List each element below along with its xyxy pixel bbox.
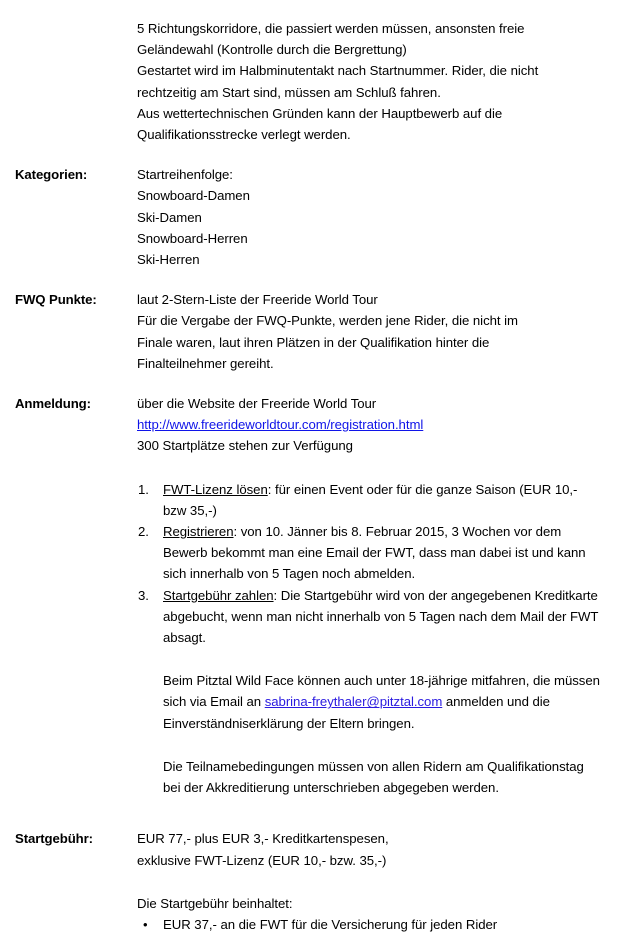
- step-text: : für einen Event oder für die ganze Saison (EUR 10,- bzw 35,-): [163, 481, 578, 518]
- step-text: : von 10. Jänner bis 8. Februar 2015, 3 Wochen vor dem Bewerb bekommt man eine Email der FWT, dass man dabei ist und kann sich innerhalb von 5 Tagen noch abmelden.: [163, 524, 586, 582]
- intro-line: Geländewahl (Kontrolle durch die Bergrettung): [137, 42, 407, 58]
- fwq-punkte-line: Für die Vergabe der FWQ-Punkte, werden jene Rider, die nicht im: [137, 313, 518, 329]
- anmeldung-label: Anmeldung:: [15, 396, 91, 412]
- kategorien-section: [0, 164, 632, 270]
- bullet-icon: •: [143, 916, 148, 932]
- fwq-punkte-line: Finale waren, laut ihren Plätzen in der Qualifikation hinter die: [137, 334, 490, 350]
- minors-note-after-email: anmelden und die Einverständniserklärung der Eltern bringen.: [163, 694, 550, 731]
- anmeldung-intro-line: über die Website der Freeride World Tour: [137, 396, 377, 412]
- step-heading: FWT-Lizenz lösen: [163, 481, 268, 497]
- anmeldung-slots-line: 300 Startplätze stehen zur Verfügung: [137, 438, 353, 454]
- intro-line: rechtzeitig am Start sind, müssen am Schluß fahren.: [137, 84, 441, 100]
- list-marker: 2.: [138, 524, 149, 540]
- intro-section: [0, 18, 632, 145]
- list-item: [137, 479, 618, 521]
- section-gap: [0, 374, 632, 393]
- paragraph-gap: [137, 734, 618, 756]
- paragraph-gap: [137, 457, 618, 479]
- list-item: [137, 585, 618, 649]
- startgebuehr-line: EUR 77,- plus EUR 3,- Kreditkartenspesen,: [137, 831, 389, 847]
- kategorien-line: Startreihenfolge:: [137, 167, 233, 183]
- step-text: : Die Startgebühr wird von der angegebenen Kreditkarte abgebucht, wenn man nicht innerhalb von 5 Tagen nach dem Mail der FWT absagt.: [163, 587, 599, 646]
- fwq-punkte-section: [0, 289, 632, 374]
- minors-note-paragraph: [137, 670, 618, 734]
- intro-line: Qualifikationsstrecke verlegt werden.: [137, 127, 351, 143]
- startgebuehr-section: [0, 828, 632, 935]
- fwq-punkte-label: FWQ Punkte:: [15, 292, 97, 308]
- kategorien-label: Kategorien:: [15, 167, 88, 183]
- anmeldung-section: [0, 393, 632, 798]
- section-gap: [0, 798, 632, 828]
- list-item-body: [163, 585, 618, 649]
- intro-line: Gestartet wird im Halbminutentakt nach Startnummer. Rider, die nicht: [137, 63, 539, 79]
- kategorien-line: Snowboard-Herren: [137, 230, 248, 246]
- terms-note-paragraph: Die Teilnamebedingungen müssen von allen Ridern am Qualifikationstag bei der Akkreditierung unterschrieben abgegeben werden.: [163, 758, 584, 796]
- list-item-body: EUR 37,- an die FWT für die Versicherung für jeden Rider: [163, 916, 498, 932]
- registration-url-line: [137, 414, 618, 435]
- startgebuehr-line: exklusive FWT-Lizenz (EUR 10,- bzw. 35,-): [137, 852, 387, 868]
- anmeldung-content: [137, 393, 632, 798]
- fwq-punkte-line: laut 2-Stern-Liste der Freeride World Tour: [137, 292, 378, 308]
- includes-heading: Die Startgebühr beinhaltet:: [137, 895, 293, 911]
- minors-note-before-email: Beim Pitztal Wild Face können auch unter 18-jährige mitfahren, die müssen sich via Email an: [163, 673, 600, 710]
- registration-steps-list: [137, 479, 618, 649]
- includes-list: [137, 914, 618, 935]
- registration-url-link[interactable]: http://www.freerideworldtour.com/registration.html: [137, 417, 424, 433]
- list-item-body: [163, 521, 618, 585]
- section-gap: [0, 270, 632, 289]
- fwq-punkte-content: [137, 289, 632, 374]
- startgebuehr-label: Startgebühr:: [15, 831, 93, 847]
- paragraph-gap: [137, 648, 618, 670]
- section-gap: [0, 145, 632, 164]
- kategorien-line: Snowboard-Damen: [137, 188, 250, 204]
- kategorien-line: Ski-Damen: [137, 209, 202, 225]
- intro-line: 5 Richtungskorridore, die passiert werden müssen, ansonsten freie: [137, 21, 525, 36]
- list-item: [137, 521, 618, 585]
- step-heading: Registrieren: [163, 524, 234, 540]
- kategorien-content: [137, 164, 632, 270]
- step-heading: Startgebühr zahlen: [163, 587, 274, 603]
- kategorien-line: Ski-Herren: [137, 252, 200, 268]
- fwq-punkte-line: Finalteilnehmer gereiht.: [137, 355, 274, 371]
- list-item-body: [163, 479, 618, 521]
- intro-content: [137, 18, 632, 145]
- startgebuehr-content: [137, 828, 632, 935]
- paragraph-gap: [137, 871, 618, 893]
- list-marker: 1.: [138, 481, 149, 497]
- list-item: [137, 914, 618, 935]
- intro-line: Aus wettertechnischen Gründen kann der Hauptbewerb auf die: [137, 105, 503, 121]
- list-marker: 3.: [138, 587, 149, 603]
- contact-email-link[interactable]: sabrina-freythaler@pitztal.com: [264, 694, 443, 710]
